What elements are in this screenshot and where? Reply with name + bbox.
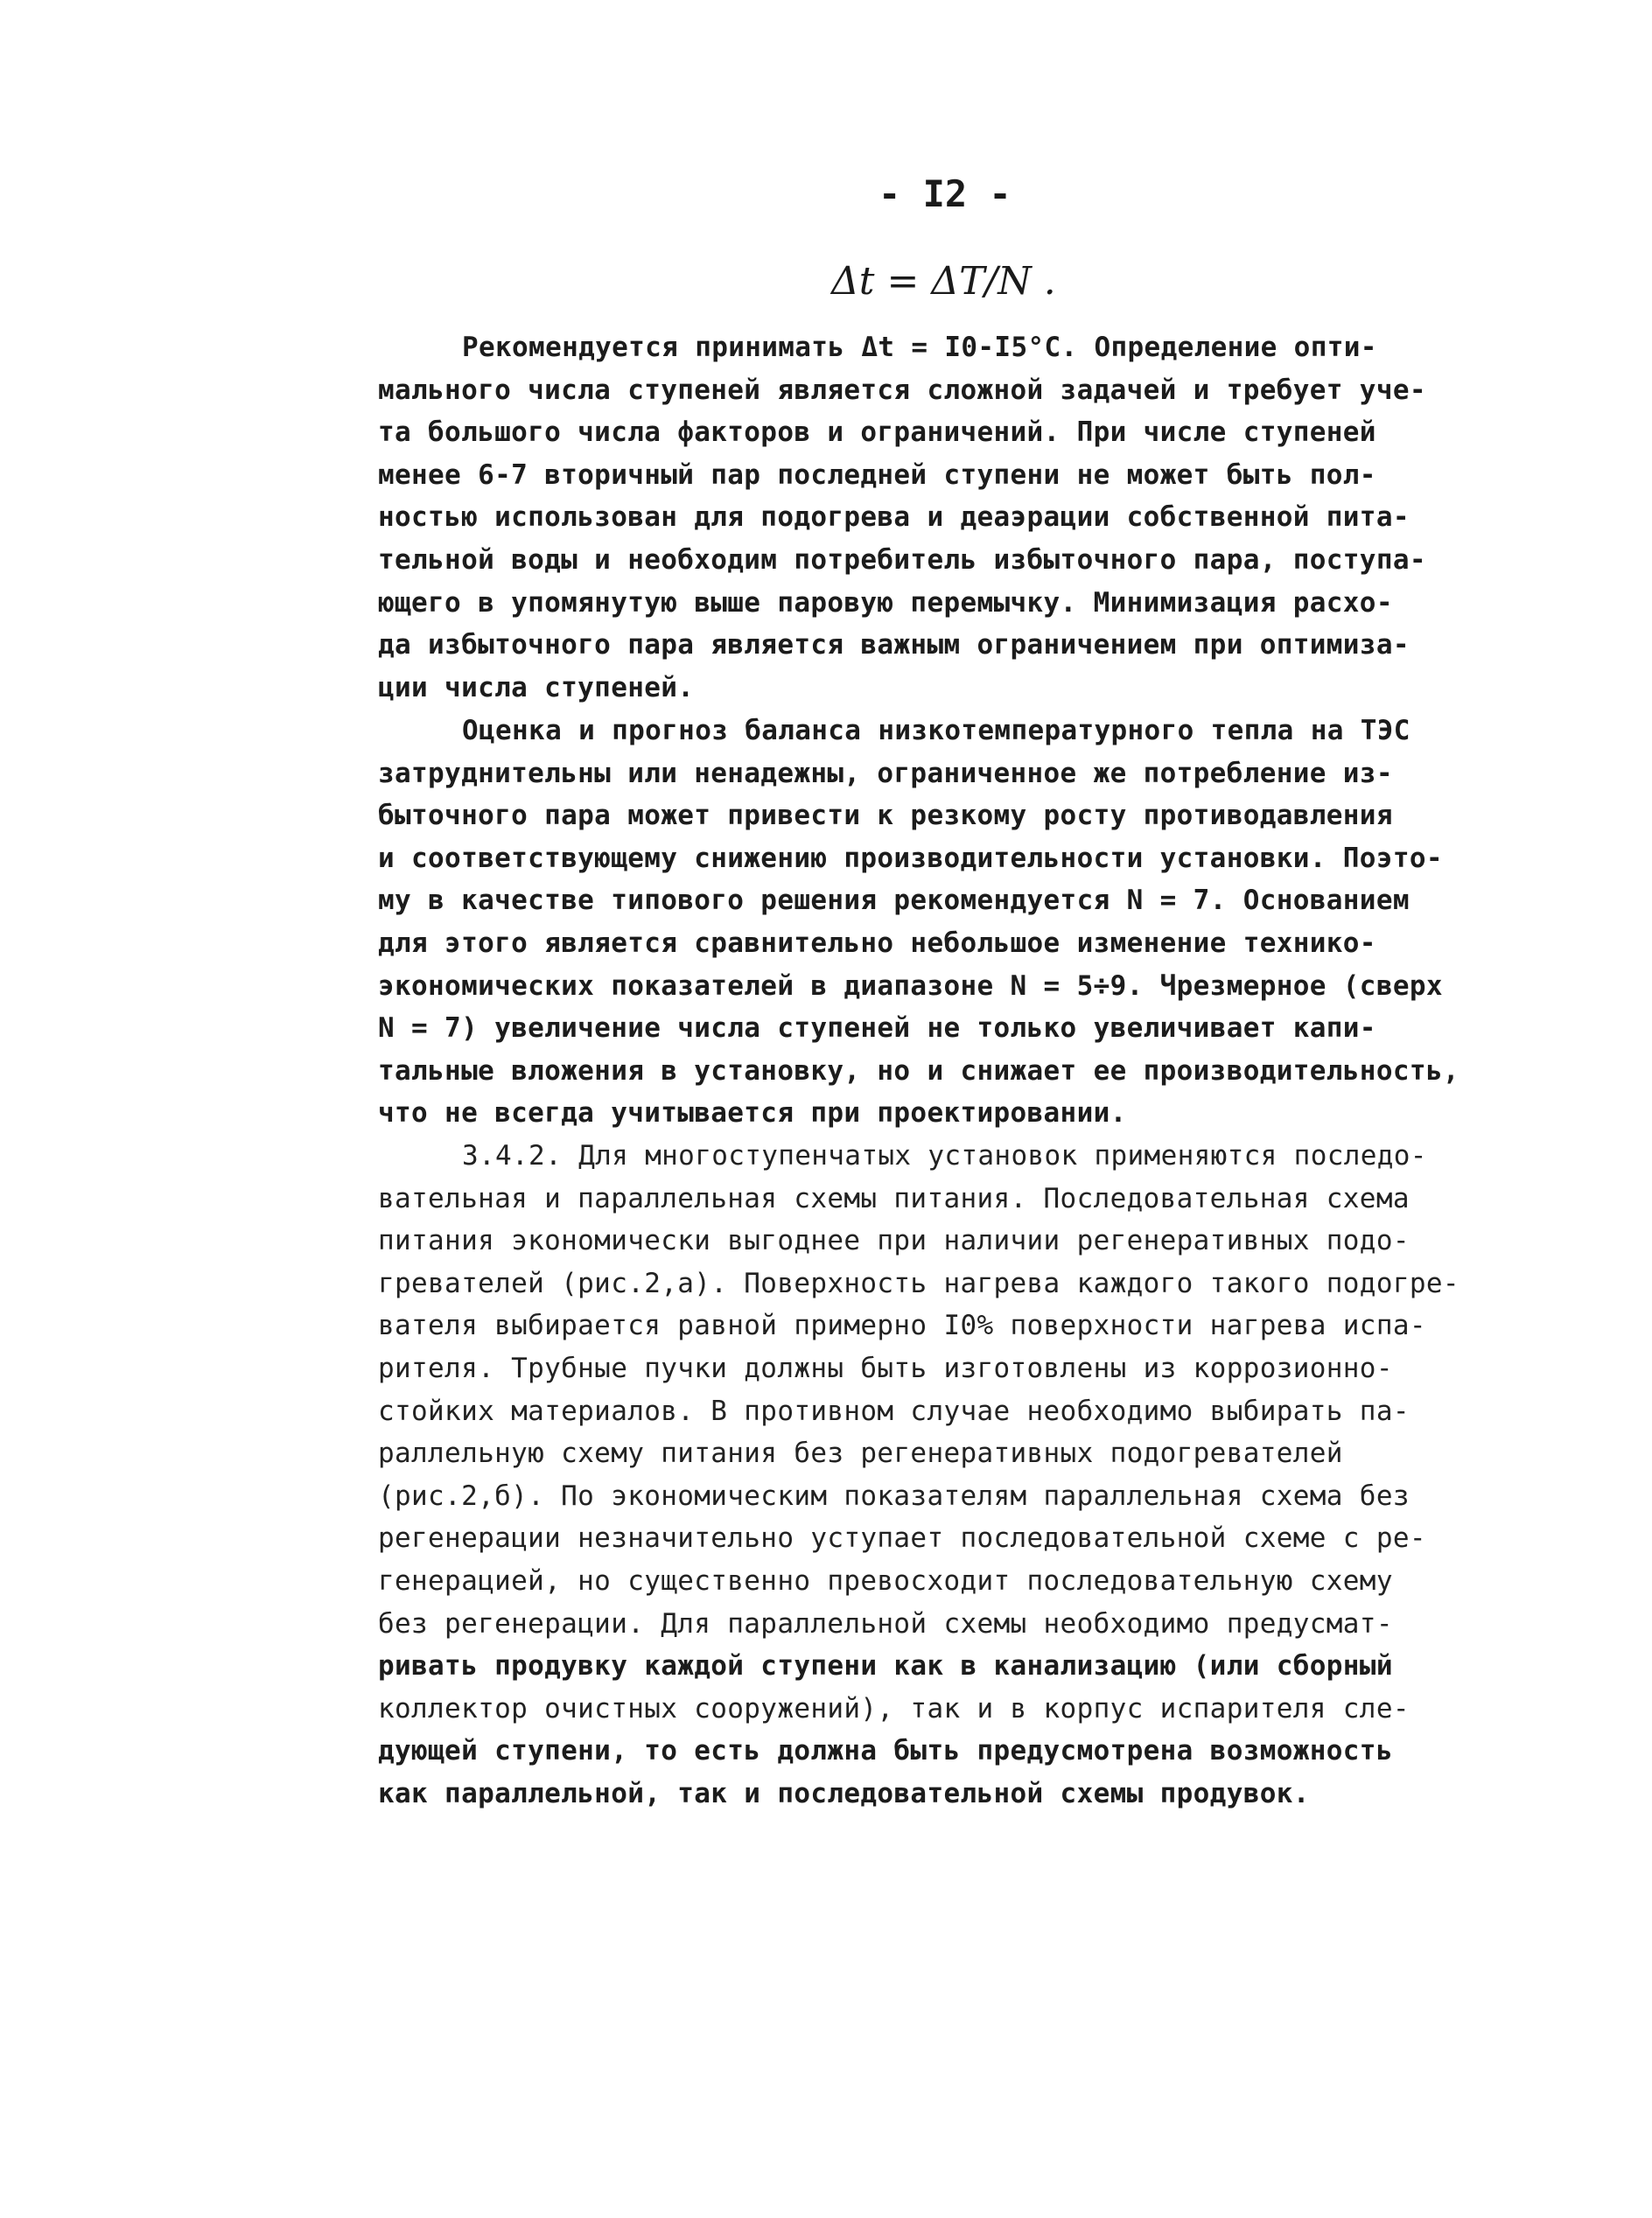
page-number: - I2 - bbox=[878, 172, 1012, 215]
paragraph-line: менее 6-7 вторичный пар последней ступени не может быть пол- bbox=[378, 458, 1376, 491]
paragraph-line: N = 7) увеличение числа ступеней не только увеличивает капи- bbox=[378, 1012, 1376, 1045]
paragraph-line: для этого является сравнительно небольшое изменение технико- bbox=[378, 927, 1376, 959]
paragraph-line: генерацией, но существенно превосходит последовательную схему bbox=[378, 1564, 1393, 1597]
paragraph-line: что не всегда учитывается при проектировании. bbox=[378, 1097, 1127, 1130]
paragraph-line: без регенерации. Для параллельной схемы необходимо предусмат- bbox=[378, 1607, 1393, 1640]
paragraph-line: быточного пара может привести к резкому росту противодавления bbox=[378, 800, 1393, 832]
paragraph-line: та большого числа факторов и ограничений. При числе ступеней bbox=[378, 416, 1376, 449]
paragraph-line: вательная и параллельная схемы питания. Последовательная схема bbox=[378, 1182, 1410, 1214]
paragraph-2 bbox=[378, 710, 1516, 1135]
paragraph-line: затруднительны или ненадежны, ограниченное же потребление из- bbox=[378, 757, 1393, 789]
paragraph-line: питания экономически выгоднее при наличии регенеративных подо- bbox=[378, 1225, 1410, 1257]
paragraph-line: му в качестве типового решения рекомендуется N = 7. Основанием bbox=[378, 885, 1410, 917]
paragraph-1 bbox=[378, 326, 1516, 709]
paragraph-line: ции числа ступеней. bbox=[378, 671, 695, 703]
paragraph-3 bbox=[378, 1135, 1516, 1816]
paragraph-line: коллектор очистных сооружений), так и в корпус испарителя сле- bbox=[378, 1692, 1410, 1725]
paragraph-line: вателя выбирается равной примерно I0% поверхности нагрева испа- bbox=[378, 1310, 1426, 1342]
paragraph-line: экономических показателей в диапазоне N = 5÷9. Чрезмерное (сверх bbox=[378, 969, 1443, 1002]
formula-delta-t: Δt = ΔT/N . bbox=[831, 259, 1056, 304]
paragraph-line: да избыточного пара является важным ограничением при оптимиза- bbox=[378, 629, 1410, 661]
paragraph-line: Рекомендуется принимать Δt = I0-I5°С. Определение опти- bbox=[462, 332, 1377, 363]
paragraph-line: и соответствующему снижению производительности установки. Поэто- bbox=[378, 842, 1443, 874]
paragraph-line: гревателей (рис.2,а). Поверхность нагрева каждого такого подогре- bbox=[378, 1267, 1460, 1299]
paragraph-line: ностью использован для подогрева и деаэрации собственной пита- bbox=[378, 501, 1410, 534]
paragraph-line: регенерации незначительно уступает последовательной схеме с ре- bbox=[378, 1522, 1426, 1555]
paragraph-line: как параллельной, так и последовательной схемы продувок. bbox=[378, 1777, 1310, 1809]
paragraph-line: 3.4.2. Для многоступенчатых установок применяются последо- bbox=[462, 1140, 1427, 1172]
paragraph-line: дующей ступени, то есть должна быть предусмотрена возможность bbox=[378, 1735, 1393, 1767]
paragraph-line: мального числа ступеней является сложной задачей и требует уче- bbox=[378, 374, 1426, 406]
paragraph-line: ривать продувку каждой ступени как в канализацию (или сборный bbox=[378, 1650, 1393, 1683]
paragraph-line: тельной воды и необходим потребитель избыточного пара, поступа- bbox=[378, 543, 1426, 576]
paragraph-line: ющего в упомянутую выше паровую перемычку. Минимизация расхо- bbox=[378, 586, 1393, 619]
paragraph-line: рителя. Трубные пучки должны быть изготовлены из коррозионно- bbox=[378, 1352, 1393, 1384]
paragraph-line: стойких материалов. В противном случае необходимо выбирать па- bbox=[378, 1395, 1410, 1427]
paragraph-line: Оценка и прогноз баланса низкотемпературного тепла на ТЭС bbox=[462, 715, 1410, 746]
paragraph-line: тальные вложения в установку, но и снижает ее производительность, bbox=[378, 1054, 1460, 1087]
paragraph-line: раллельную схему питания без регенеративных подогревателей bbox=[378, 1438, 1343, 1470]
paragraph-line: (рис.2,б). По экономическим показателям параллельная схема без bbox=[378, 1480, 1410, 1512]
